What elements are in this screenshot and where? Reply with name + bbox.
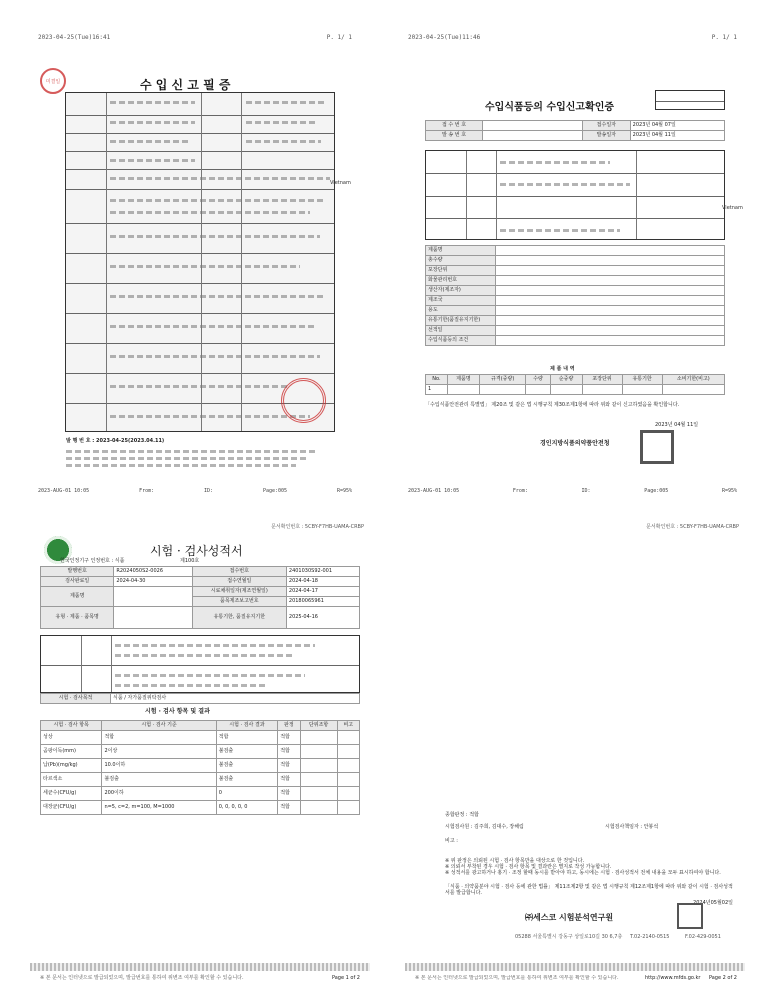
website-link[interactable]: http://www.mfds.go.kr <box>645 975 701 981</box>
table-row <box>41 759 360 773</box>
table-row: 유형 · 제품 · 품목명 유통기한, 품질유지기한 2025-04-16 <box>41 607 360 629</box>
column-header: 순중량 <box>550 375 582 385</box>
column-header: No. <box>426 375 448 385</box>
column-header: 단위조항 <box>300 721 337 731</box>
table-row: 제조국 <box>426 296 725 306</box>
table-row: 1 <box>426 385 725 395</box>
fax-footer: 2023-AUG-01 10:05 From: ID: Page:005 R=95% <box>38 488 352 494</box>
column-header: 판정 <box>278 721 300 731</box>
table-cell: 200이하 <box>102 787 216 801</box>
table-cell: 10.0이하 <box>102 759 216 773</box>
issue-number: 발 행 번 호 : 2023-04-25(2023.04.11) <box>66 438 165 444</box>
document-confirm-number: 문서확인번호 : 5CBY-F7HB-UAMA-CRBP <box>646 524 739 530</box>
issuer-name: ㈜세스코 시험분석연구원 <box>525 913 614 922</box>
test-results-table <box>40 720 360 815</box>
note-item: ※ 위 판정은 의뢰된 시험 · 검사 항목만을 대상으로 한 것입니다. <box>445 858 585 864</box>
issuer-name: 경인지방식품의약품안전청 <box>540 440 610 447</box>
report-info-table <box>40 566 360 629</box>
issue-date: 2024년05월02일 <box>693 900 733 906</box>
test-manager: 시험검사책임자 : 안봉석 <box>605 824 659 830</box>
table-cell: 적합 <box>102 731 216 745</box>
detail-title: 제 품 내 역 <box>550 366 575 372</box>
page-number: Page 2 of 2 <box>708 975 737 981</box>
table-row: 포장단위 <box>426 266 725 276</box>
table-row <box>41 731 360 745</box>
table-row: 수입식품등의 조건 <box>426 336 725 346</box>
column-header: 규격(중량) <box>479 375 525 385</box>
table-row: 발행번호 R2024050S2-0026 접수번호 2401030S92-001 <box>41 567 360 577</box>
company-seal <box>677 903 703 929</box>
product-info-table <box>425 245 725 346</box>
table-cell: 대장균(CFU/g) <box>41 801 102 815</box>
table-cell: 적합 <box>278 759 300 773</box>
security-strip <box>30 963 370 971</box>
table-row: 선적일 <box>426 326 725 336</box>
table-cell: 적합 <box>278 731 300 745</box>
client-info-block <box>40 635 360 693</box>
table-cell: n=5, c=2, m=100, M=1000 <box>102 801 216 815</box>
table-header-row <box>426 375 725 385</box>
fax-footer: 2023-AUG-01 10:05 From: ID: Page:005 R=95% <box>408 488 737 494</box>
company-fax: F.02-429-0051 <box>685 934 721 940</box>
table-cell: 타르색소 <box>41 773 102 787</box>
table-cell: 불검출 <box>216 745 277 759</box>
overall-judgment: 종합판정 : 적합 <box>445 812 479 818</box>
column-header: 시험 · 검사 항목 <box>41 721 102 731</box>
footnote: ※ 본 문서는 인터넷으로 발급되었으며, 발급번호를 통하여 위변조 여부를 확인할 수 있습니다. <box>40 975 244 981</box>
customs-seal <box>281 378 326 423</box>
table-cell: 곰팡이독(mm) <box>41 745 102 759</box>
table-row: 제품명 시료채취일자(제조연월일) 2024-04-17 <box>41 587 360 597</box>
security-strip <box>405 963 745 971</box>
document-title: 시험 · 검사성적서 <box>150 544 243 558</box>
document-title: 수입식품등의 수입신고확인증 <box>485 102 615 113</box>
table-cell <box>337 773 359 787</box>
document-title: 수 입 신 고 필 증 <box>140 78 231 92</box>
testers: 시험검사원 : 김주희, 김대수, 장해림 <box>445 824 524 830</box>
table-header-row <box>41 721 360 731</box>
notes-list <box>445 858 735 876</box>
test-report-page-1 <box>30 520 370 985</box>
approval-stamp: 미결일 <box>40 68 66 94</box>
table-cell: 불검출 <box>102 773 216 787</box>
test-report-page-2 <box>405 520 745 985</box>
table-cell: 성상 <box>41 731 102 745</box>
table-cell: 적합 <box>278 787 300 801</box>
table-row: 제품명 <box>426 246 725 256</box>
table-row: 화물관리번호 <box>426 276 725 286</box>
table-cell <box>337 787 359 801</box>
importer-block <box>425 150 725 240</box>
issuance-statement: 「식품 · 의약품분야 시험 · 검사 등에 관한 법률」 제11조제2항 및 같은 법 시행규칙 제12조제1항에 따라 위와 같이 시험 · 검사성적서를 발급합니다. <box>445 884 733 896</box>
table-cell: 납(Pb)(mg/kg) <box>41 759 102 773</box>
declaration-form-table <box>65 92 335 432</box>
confirmation-statement: 「수입식품안전관리 특별법」 제20조 및 같은 법 시행규칙 제30조제1항에 따라 위와 같이 신고하였음을 확인합니다. <box>425 402 680 408</box>
column-header: 시험 · 검사 결과 <box>216 721 277 731</box>
table-cell: 세균수(CFU/g) <box>41 787 102 801</box>
accreditation-text: 한국인정기구 인정번호 : 식품 <box>60 558 125 564</box>
table-cell <box>300 773 337 787</box>
table-cell: 적합 <box>278 745 300 759</box>
table-cell: 불검출 <box>216 773 277 787</box>
fax-page-count: P. 1/ 1 <box>326 34 352 41</box>
table-cell <box>337 731 359 745</box>
document-subtitle: 제100호 <box>180 558 200 564</box>
table-cell <box>337 759 359 773</box>
table-cell <box>337 745 359 759</box>
column-header: 포장단위 <box>582 375 622 385</box>
column-header: 수량 <box>526 375 550 385</box>
company-address: 05288 서울특별시 강동구 상일로10길 30 6,7층 <box>515 934 623 940</box>
issue-date: 2023년 04월 11일 <box>655 422 699 428</box>
table-row: 총수량 <box>426 256 725 266</box>
import-declaration-page <box>30 30 360 500</box>
table-cell <box>300 731 337 745</box>
remarks-label: 비고 : <box>445 838 458 844</box>
table-row: 용도 <box>426 306 725 316</box>
table-cell <box>300 745 337 759</box>
table-cell: 2이상 <box>102 745 216 759</box>
import-confirmation-page <box>400 30 745 500</box>
note-item: ※ 성적서를 광고하거나 홍기 · 조정 할때 동시를 받아야 하고, 동시에는 시험 · 검사성적서 전체 내용을 모두 표시하여야 합니다. <box>445 870 721 876</box>
table-cell: 불검출 <box>216 759 277 773</box>
column-header: 시험 · 검사 기준 <box>102 721 216 731</box>
page-number: Page 1 of 2 <box>331 975 360 981</box>
product-detail-table <box>425 374 725 395</box>
table-cell <box>300 759 337 773</box>
side-label: Vietnam <box>330 180 351 186</box>
table-row: 검사완료일 2024-04-30 접수연월일 2024-04-18 <box>41 577 360 587</box>
table-row: 접 수 번 호 접수일자 2023년 04월 07일 <box>426 121 725 131</box>
table-cell: 적합 <box>216 731 277 745</box>
document-confirm-number: 문서확인번호 : 5CBY-F7HB-UAMA-CRBP <box>271 524 364 530</box>
column-header: 제품명 <box>447 375 479 385</box>
column-header: 비고 <box>337 721 359 731</box>
table-row: 생산자(제조자) <box>426 286 725 296</box>
table-cell: 0, 0, 0, 0, 0 <box>216 801 277 815</box>
column-header: 소비기한(비고) <box>662 375 724 385</box>
official-seal <box>640 430 674 464</box>
table-row <box>41 787 360 801</box>
company-tel: T.02-2140-0515 <box>630 934 670 940</box>
fax-timestamp: 2023-04-25(Tue)16:41 <box>38 34 111 41</box>
fax-header: 2023-04-25(Tue)11:46 P. 1/ 1 <box>408 34 737 41</box>
table-row <box>41 745 360 759</box>
table-cell <box>300 801 337 815</box>
table-row: 유통기한(품질유지기한) <box>426 316 725 326</box>
table-cell <box>337 801 359 815</box>
table-row: 발 송 번 호 발송일자 2023년 04월 11일 <box>426 131 725 141</box>
table-cell <box>300 787 337 801</box>
receipt-table <box>425 120 725 141</box>
results-section-title: 시험 · 검사 항목 및 결과 <box>145 708 210 715</box>
purpose-row <box>40 693 360 704</box>
fax-header <box>38 34 352 41</box>
footnote: ※ 본 문서는 인터넷으로 발급되었으며, 발급번호를 통하여 위변조 여부를 확인할 수 있습니다. <box>415 975 619 981</box>
table-cell: 적합 <box>278 801 300 815</box>
table-cell: 적합 <box>278 773 300 787</box>
column-header: 유통기한 <box>622 375 662 385</box>
side-label: Vietnam <box>722 205 743 211</box>
table-row: 품목제조보고번호 20180065961 <box>41 597 360 607</box>
table-row <box>41 801 360 815</box>
table-cell: 0 <box>216 787 277 801</box>
table-row <box>41 773 360 787</box>
note-item: ※ 의뢰서 부착된 경우 시험 · 검사 항목 및 결과란은 별지로 작성 가능합니다. <box>445 864 612 870</box>
table-row: 시험 · 검사목적 식품 / 자가품질위탁검사 <box>41 694 360 704</box>
corner-box <box>655 90 725 110</box>
